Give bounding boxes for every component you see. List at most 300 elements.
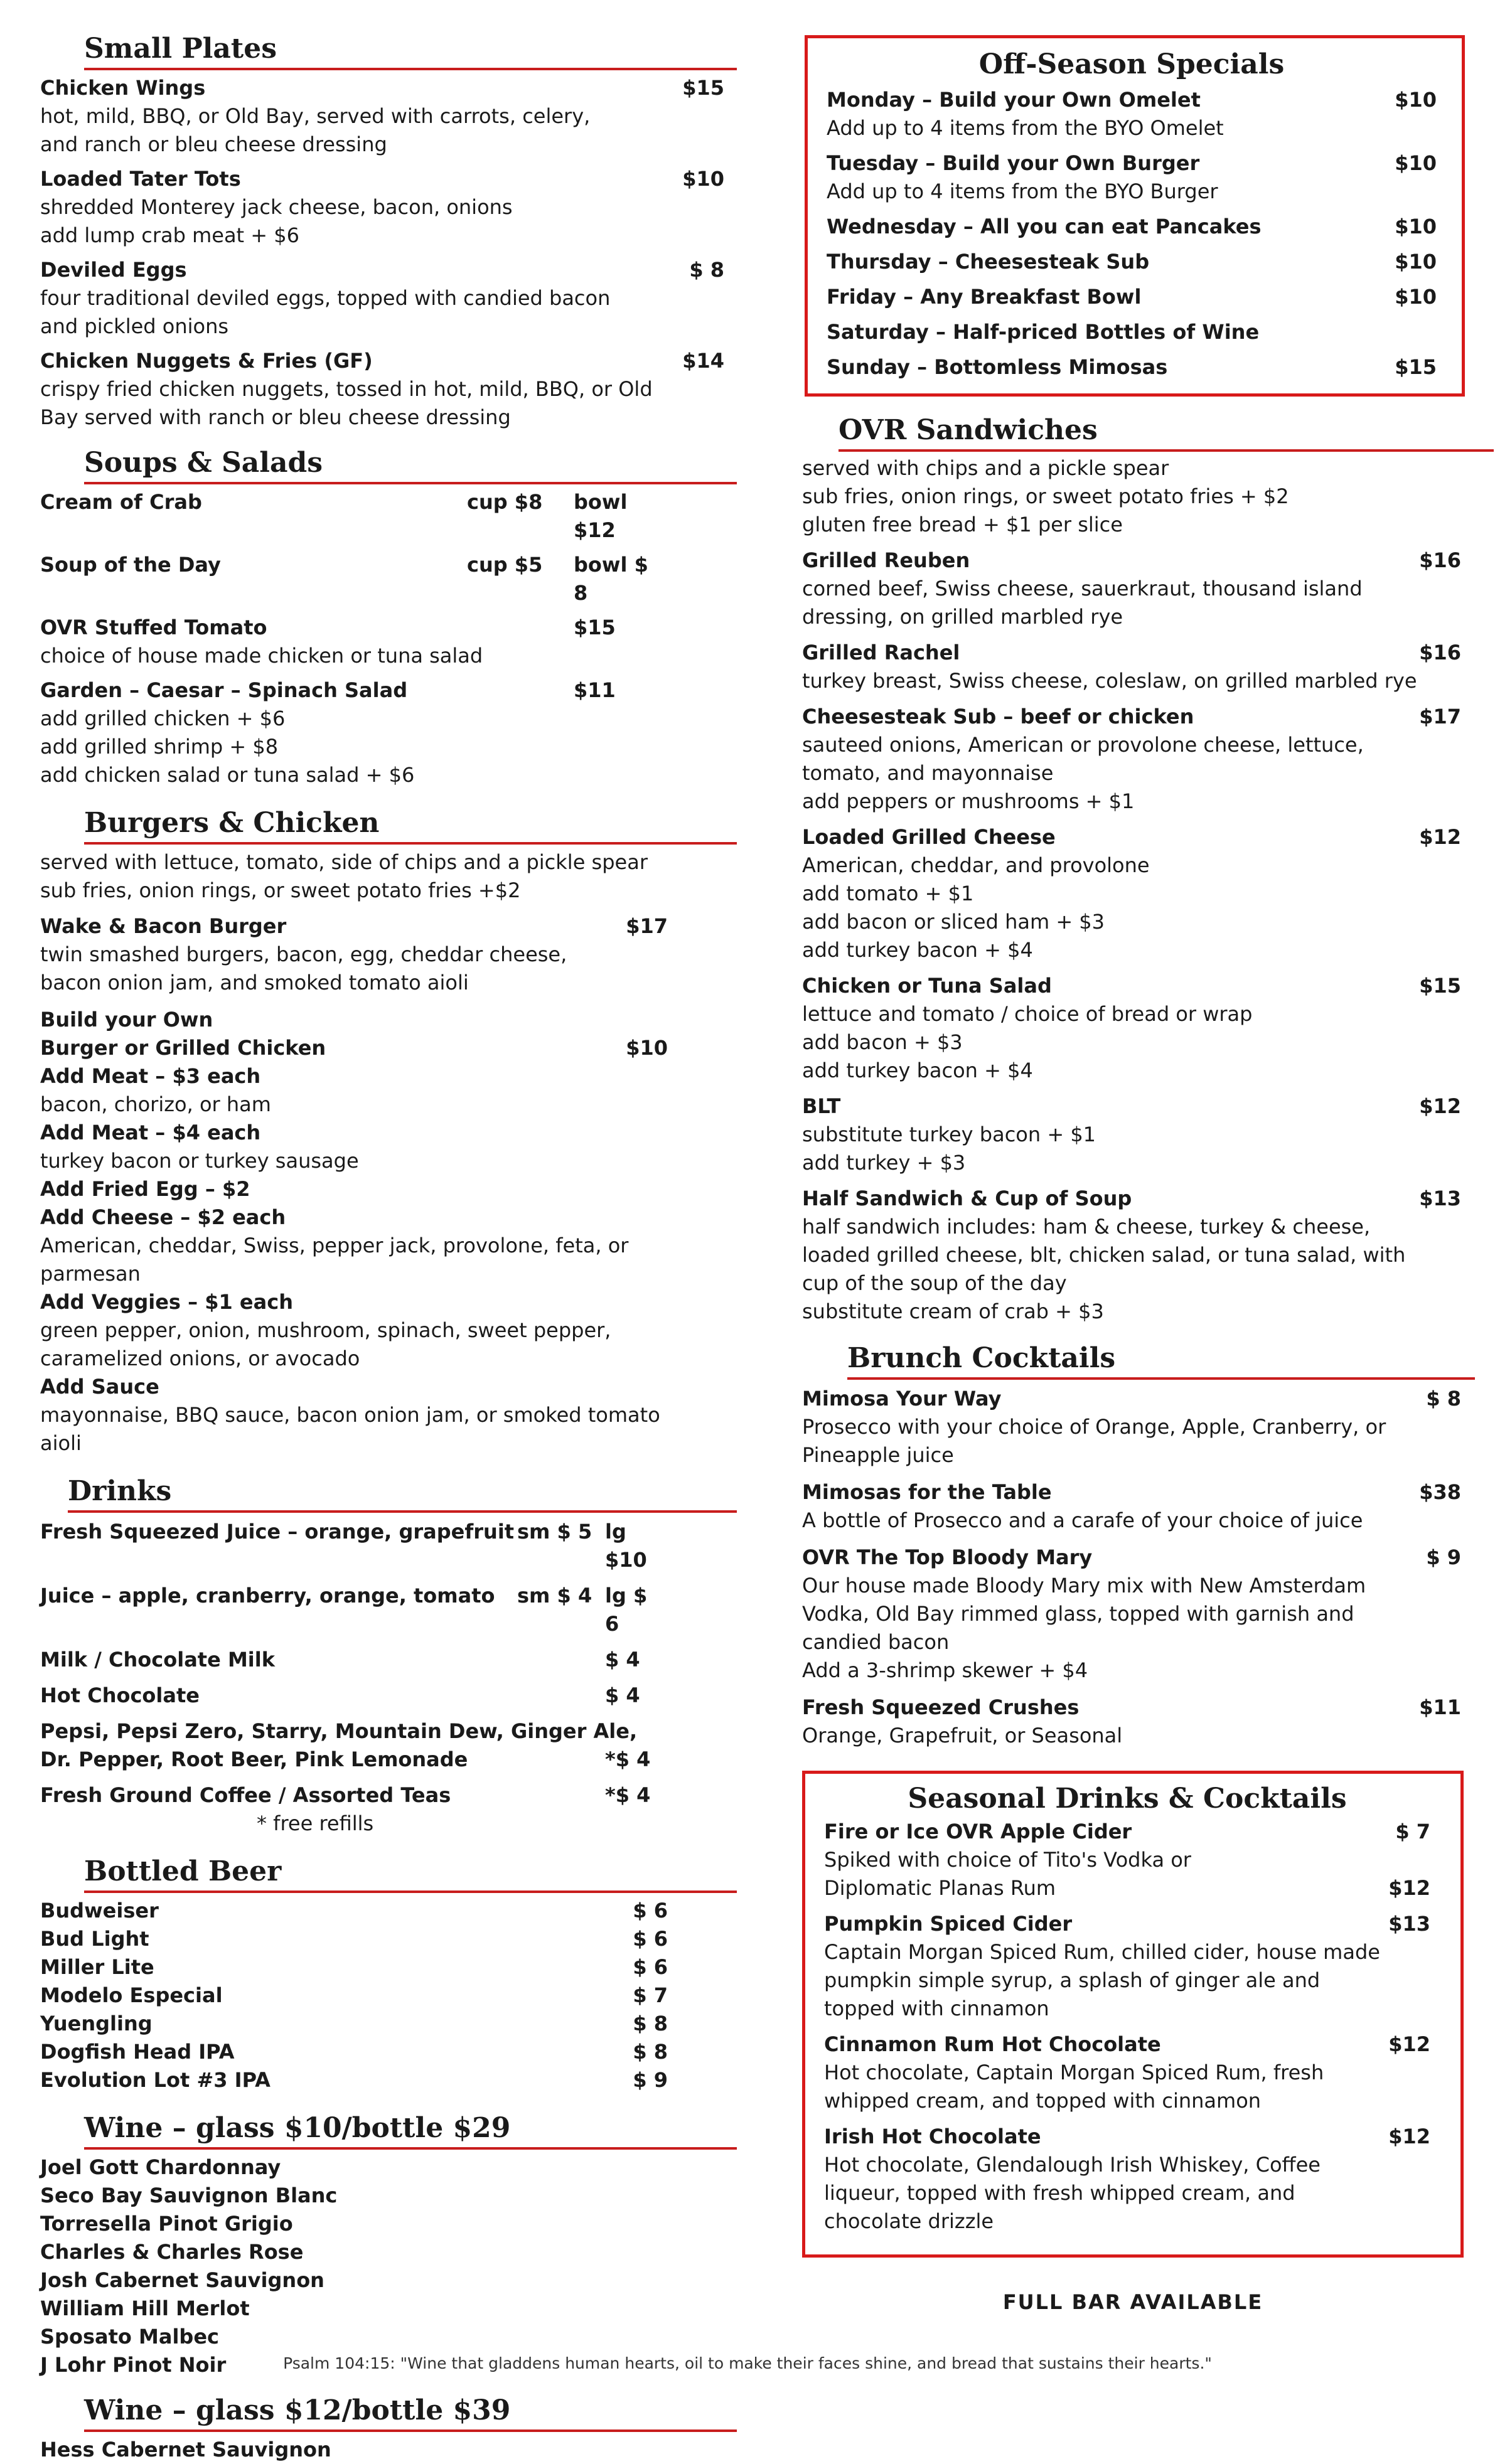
item-description: American, cheddar, and provolone	[802, 853, 1150, 877]
menu-item	[802, 972, 1480, 1085]
brunch-cocktails-section	[802, 1340, 1480, 1750]
wine-twelve-section	[40, 2392, 724, 2464]
item-price: $12	[1419, 1094, 1461, 1118]
menu-item	[824, 1818, 1430, 1902]
item-price: $15	[1419, 974, 1461, 998]
cup-price	[467, 614, 574, 642]
item-description: substitute turkey bacon + $1	[802, 1123, 1096, 1146]
section-heading: Soups & Salads	[84, 444, 737, 484]
item-price: $15	[1395, 355, 1437, 379]
section-heading: Brunch Cocktails	[847, 1340, 1475, 1380]
item-name: Cream of Crab	[40, 490, 202, 514]
item-price: $10	[1395, 88, 1437, 112]
wine-item: Sposato Malbec	[40, 2325, 219, 2349]
item-description: sauteed onions, American or provolone cheese, lettuce,	[802, 733, 1364, 757]
item-name: Loaded Grilled Cheese	[802, 825, 1056, 849]
option-text: green pepper, onion, mushroom, spinach, sweet pepper,	[40, 1318, 611, 1342]
item-list	[824, 1818, 1430, 2236]
item-description: Add up to 4 items from the BYO Burger	[827, 179, 1218, 203]
item-description: pumpkin simple syrup, a splash of ginger ale and	[824, 1968, 1321, 1992]
item-price: $17	[1419, 705, 1461, 728]
item-description: add peppers or mushrooms + $1	[802, 789, 1135, 813]
item-row	[802, 703, 1461, 731]
item-name: Fire or Ice OVR Apple Cider	[824, 1820, 1132, 1843]
wine-item: Josh Cabernet Sauvignon	[40, 2268, 324, 2292]
item-name: Grilled Rachel	[802, 641, 960, 664]
small-price: sm $ 5	[517, 1520, 592, 1544]
item-name: Sunday – Bottomless Mimosas	[827, 355, 1168, 379]
option-text: caramelized onions, or avocado	[40, 1347, 360, 1370]
item-description: Hot chocolate, Glendalough Irish Whiskey, Coffee	[824, 2153, 1321, 2177]
item-name: Cinnamon Rum Hot Chocolate	[824, 2032, 1161, 2056]
item-price: $15	[682, 76, 724, 100]
special-item	[827, 248, 1437, 276]
item-description: chocolate drizzle	[824, 2209, 994, 2233]
refill-note: * free refills	[257, 1811, 374, 1835]
item-description: and ranch or bleu cheese dressing	[40, 132, 387, 156]
item-price: *$ 4	[605, 1783, 651, 1807]
item-description: Bay served with ranch or bleu cheese dressing	[40, 405, 511, 429]
item-price: $11	[1419, 1695, 1461, 1719]
item-list	[40, 848, 724, 1458]
item-row	[40, 2038, 668, 2066]
item-list	[802, 454, 1480, 1326]
item-row	[827, 353, 1437, 381]
item-description: Captain Morgan Spiced Rum, chilled cider, house made	[824, 1940, 1380, 1964]
item-price: $11	[574, 678, 616, 702]
item-name: OVR The Top Bloody Mary	[802, 1545, 1093, 1569]
item-description: candied bacon	[802, 1630, 950, 1654]
item-description: choice of house made chicken or tuna salad	[40, 644, 483, 668]
item-price: $16	[1419, 548, 1461, 572]
item-name: Friday – Any Breakfast Bowl	[827, 285, 1142, 309]
item-price: $38	[1419, 1480, 1461, 1504]
item-name: Burger or Grilled Chicken	[40, 1036, 326, 1060]
item-description: lettuce and tomato / choice of bread or wrap	[802, 1002, 1253, 1026]
option-heading: Add Cheese – $2 each	[40, 1205, 286, 1229]
item-name: Pepsi, Pepsi Zero, Starry, Mountain Dew, Ginger Ale,	[40, 1719, 638, 1743]
item-description: dressing, on grilled marbled rye	[802, 605, 1123, 629]
item-name: Miller Lite	[40, 1955, 154, 1979]
item-description: add bacon or sliced ham + $3	[802, 910, 1105, 934]
item-description: tomato, and mayonnaise	[802, 761, 1054, 785]
item-description: turkey breast, Swiss cheese, coleslaw, on grilled marbled rye	[802, 669, 1417, 693]
item-row	[824, 1818, 1430, 1846]
menu-item	[40, 551, 724, 607]
item-description: four traditional deviled eggs, topped with candied bacon	[40, 286, 611, 310]
section-heading: Burgers & Chicken	[84, 804, 737, 845]
item-list	[40, 1518, 724, 1838]
item-price: $12	[1419, 825, 1461, 849]
item-description: served with lettuce, tomato, side of chips and a pickle spear	[40, 850, 648, 874]
item-price: $ 7	[1395, 1820, 1430, 1843]
section-heading: Small Plates	[84, 30, 737, 70]
item-row	[824, 1874, 1430, 1902]
item-description: Vodka, Old Bay rimmed glass, topped with garnish and	[802, 1602, 1354, 1626]
item-row	[827, 283, 1437, 311]
option-text: turkey bacon or turkey sausage	[40, 1149, 359, 1173]
item-price: $10	[1395, 151, 1437, 175]
item-row	[827, 149, 1437, 178]
item-description: whipped cream, and topped with cinnamon	[824, 2089, 1262, 2113]
item-price: $ 8	[633, 2040, 668, 2064]
item-row	[802, 547, 1461, 575]
item-row	[40, 347, 724, 375]
menu-item	[802, 1478, 1480, 1535]
item-description: add turkey + $3	[802, 1151, 966, 1175]
item-description: loaded grilled cheese, blt, chicken salad, or tuna salad, with	[802, 1243, 1406, 1267]
item-price: bowl $12	[574, 490, 628, 542]
item-description: shredded Monterey jack cheese, bacon, onions	[40, 195, 513, 219]
section-heading: OVR Sandwiches	[839, 412, 1494, 452]
item-row	[40, 676, 668, 705]
item-description: topped with cinnamon	[824, 1997, 1049, 2020]
item-row	[40, 614, 668, 642]
option-text: mayonnaise, BBQ sauce, bacon onion jam, or smoked tomato	[40, 1403, 660, 1427]
item-row	[824, 2123, 1430, 2151]
menu-item	[802, 547, 1480, 631]
item-price: $17	[626, 914, 668, 938]
soups-salads-section	[40, 444, 724, 789]
item-price: $ 6	[633, 1927, 668, 1951]
option-heading: Add Veggies – $1 each	[40, 1290, 293, 1314]
item-row	[40, 1034, 668, 1062]
item-price: $ 8	[633, 2012, 668, 2035]
menu-item	[40, 676, 724, 789]
item-row	[827, 86, 1437, 114]
item-name: Wake & Bacon Burger	[40, 914, 287, 938]
item-name: Soup of the Day	[40, 553, 221, 577]
small-price	[517, 1646, 605, 1674]
option-text: parmesan	[40, 1262, 141, 1286]
item-name: Modelo Especial	[40, 1983, 223, 2007]
wine-item: Charles & Charles Rose	[40, 2240, 304, 2264]
item-name: Hot Chocolate	[40, 1683, 200, 1707]
large-price: $ 4	[605, 1683, 640, 1707]
item-name: Wednesday – All you can eat Pancakes	[827, 215, 1262, 238]
bottled-beer-section	[40, 1853, 724, 2094]
menu-item	[802, 823, 1480, 964]
menu-item	[40, 74, 724, 159]
section-heading: Off-Season Specials	[978, 48, 1285, 80]
item-price: $15	[574, 616, 616, 639]
item-name: Loaded Tater Tots	[40, 167, 241, 191]
item-name: BLT	[802, 1094, 841, 1118]
item-price: $ 9	[633, 2068, 668, 2092]
item-row	[40, 256, 724, 284]
drink-row	[40, 1582, 668, 1638]
menu-item	[802, 1693, 1480, 1750]
item-name: Mimosa Your Way	[802, 1387, 1002, 1411]
item-price: $10	[1395, 285, 1437, 309]
soda-item	[40, 1717, 724, 1774]
burger-intro	[40, 848, 724, 905]
item-description: Prosecco with your choice of Orange, Apple, Cranberry, or	[802, 1415, 1386, 1439]
option-text: aioli	[40, 1431, 82, 1455]
option-heading: Add Sauce	[40, 1375, 159, 1399]
option-heading: Add Meat – $3 each	[40, 1064, 261, 1088]
item-name: Evolution Lot #3 IPA	[40, 2068, 271, 2092]
item-description: sub fries, onion rings, or sweet potato fries + $2	[802, 484, 1289, 508]
item-row	[824, 2030, 1430, 2059]
item-description: add chicken salad or tuna salad + $6	[40, 763, 415, 787]
full-bar-note: FULL BAR AVAILABLE	[1002, 2290, 1263, 2314]
item-name: Build your Own	[40, 1008, 213, 1032]
item-name: Irish Hot Chocolate	[824, 2125, 1041, 2148]
item-name: Bud Light	[40, 1927, 149, 1951]
item-description: Add a 3-shrimp skewer + $4	[802, 1658, 1088, 1682]
menu-item	[802, 703, 1480, 816]
item-price: $14	[682, 349, 724, 373]
special-item	[827, 213, 1437, 241]
item-row	[40, 1981, 668, 2010]
item-description: bacon onion jam, and smoked tomato aioli	[40, 971, 469, 995]
item-description: add bacon + $3	[802, 1030, 963, 1054]
item-row	[802, 1092, 1461, 1121]
item-row	[40, 1953, 668, 1981]
item-name: Chicken Wings	[40, 76, 206, 100]
menu-item	[802, 1544, 1480, 1685]
special-item	[827, 318, 1437, 346]
item-name: Saturday – Half-priced Bottles of Wine	[827, 320, 1260, 344]
item-name: Tuesday – Build your Own Burger	[827, 151, 1200, 175]
section-heading: Drinks	[68, 1473, 737, 1513]
item-name: Grilled Reuben	[802, 548, 970, 572]
item-list	[827, 86, 1437, 381]
item-name: Dr. Pepper, Root Beer, Pink Lemonade	[40, 1747, 468, 1771]
item-description: Hot chocolate, Captain Morgan Spiced Rum, fresh	[824, 2061, 1324, 2084]
item-price: $12	[1388, 2125, 1430, 2148]
item-description: substitute cream of crab + $3	[802, 1299, 1104, 1323]
item-name: Juice – apple, cranberry, orange, tomato	[40, 1584, 495, 1608]
item-name: Garden – Caesar – Spinach Salad	[40, 678, 408, 702]
item-list	[40, 488, 724, 789]
item-row	[802, 1385, 1461, 1413]
item-row	[802, 972, 1461, 1000]
item-description: add lump crab meat + $6	[40, 223, 299, 247]
item-price: $ 6	[633, 1899, 668, 1923]
item-row	[40, 488, 668, 545]
menu-item	[40, 165, 724, 250]
item-description: add turkey bacon + $4	[802, 938, 1033, 962]
large-price: lg $ 6	[605, 1584, 648, 1636]
item-name: Half Sandwich & Cup of Soup	[802, 1187, 1132, 1210]
option-text: bacon, chorizo, or ham	[40, 1092, 271, 1116]
item-description: Diplomatic Planas Rum	[824, 1876, 1056, 1900]
sandwich-intro	[802, 454, 1480, 539]
item-price	[1361, 318, 1437, 346]
wine-item: J Lohr Pinot Noir	[40, 2353, 227, 2377]
item-price: $ 7	[633, 1983, 668, 2007]
small-plates-section	[40, 30, 724, 432]
item-name: Chicken Nuggets & Fries (GF)	[40, 349, 373, 373]
menu-item	[40, 347, 724, 432]
item-row	[40, 1925, 668, 1953]
special-item	[827, 283, 1437, 311]
item-row	[827, 318, 1437, 346]
cup-price: cup $8	[467, 490, 543, 514]
wine-item: Torresella Pinot Grigio	[40, 2212, 293, 2236]
item-price: $13	[1419, 1187, 1461, 1210]
menu-item	[824, 2123, 1430, 2236]
small-price: sm $ 4	[517, 1584, 592, 1608]
item-description: add grilled chicken + $6	[40, 707, 286, 730]
item-name: Fresh Squeezed Crushes	[802, 1695, 1080, 1719]
item-price: bowl $ 8	[574, 553, 648, 605]
menu-item	[824, 1910, 1430, 2023]
item-row	[40, 2010, 668, 2038]
sandwiches-section	[802, 412, 1480, 1326]
item-name: Mimosas for the Table	[802, 1480, 1052, 1504]
menu-item	[802, 639, 1480, 695]
item-price: $10	[1395, 250, 1437, 274]
drink-row	[40, 1646, 668, 1674]
item-description: Our house made Bloody Mary mix with New Amsterdam	[802, 1574, 1366, 1597]
item-row	[40, 165, 724, 193]
wine-ten-section	[40, 2109, 724, 2379]
wine-item: Seco Bay Sauvignon Blanc	[40, 2184, 338, 2207]
item-row	[40, 551, 668, 607]
item-row	[802, 1185, 1461, 1213]
item-name: Budweiser	[40, 1899, 159, 1923]
option-text: American, cheddar, Swiss, pepper jack, provolone, feta, or	[40, 1234, 629, 1257]
item-row	[40, 1897, 668, 1925]
item-price: *$ 4	[605, 1747, 651, 1771]
item-description: Orange, Grapefruit, or Seasonal	[802, 1724, 1123, 1747]
wine-item: William Hill Merlot	[40, 2296, 250, 2320]
item-name: Chicken or Tuna Salad	[802, 974, 1052, 998]
item-list	[40, 2153, 724, 2379]
menu-item	[824, 2030, 1430, 2115]
item-description: served with chips and a pickle spear	[802, 456, 1169, 480]
section-heading: Seasonal Drinks & Cocktails	[908, 1783, 1347, 1815]
item-price: $ 8	[1426, 1387, 1461, 1411]
special-item	[827, 86, 1437, 142]
item-description: add tomato + $1	[802, 882, 974, 905]
seasonal-drinks-box	[802, 1771, 1464, 2258]
item-list	[40, 1897, 724, 2094]
item-name: Fresh Ground Coffee / Assorted Teas	[40, 1783, 451, 1807]
item-price: $ 9	[1426, 1545, 1461, 1569]
wine-item: Hess Cabernet Sauvignon	[40, 2438, 331, 2461]
item-description: cup of the soup of the day	[802, 1271, 1067, 1295]
item-row	[802, 1478, 1461, 1507]
item-description: Add up to 4 items from the BYO Omelet	[827, 116, 1224, 140]
item-row	[40, 74, 724, 102]
psalm-footer: Psalm 104:15: "Wine that gladdens human hearts, oil to make their faces shine, and bread that sustains their hearts."	[283, 2354, 1212, 2372]
item-description: crispy fried chicken nuggets, tossed in hot, mild, BBQ, or Old	[40, 377, 653, 401]
cup-price: cup $5	[467, 553, 543, 577]
item-row	[40, 912, 668, 941]
item-description: Spiked with choice of Tito's Vodka or	[824, 1848, 1191, 1872]
drinks-section	[40, 1473, 724, 1838]
item-price: $13	[1388, 1912, 1430, 1936]
item-name: Cheesesteak Sub – beef or chicken	[802, 705, 1194, 728]
item-name: Monday – Build your Own Omelet	[827, 88, 1201, 112]
cup-price	[467, 676, 574, 705]
item-name: Deviled Eggs	[40, 258, 187, 282]
burgers-section	[40, 804, 724, 1458]
wine-item: Joel Gott Chardonnay	[40, 2155, 281, 2179]
menu-item	[40, 488, 724, 545]
item-name: Thursday – Cheesesteak Sub	[827, 250, 1150, 274]
off-season-specials-box	[805, 35, 1465, 397]
item-price: $ 6	[633, 1955, 668, 1979]
special-item	[827, 353, 1437, 381]
item-price: $10	[1395, 215, 1437, 238]
section-heading: Bottled Beer	[84, 1853, 737, 1893]
item-name: Pumpkin Spiced Cider	[824, 1912, 1073, 1936]
item-description: half sandwich includes: ham & cheese, turkey & cheese,	[802, 1215, 1371, 1239]
drink-row	[40, 1518, 668, 1574]
large-price: lg $10	[605, 1520, 647, 1572]
section-heading: Wine – glass $12/bottle $39	[84, 2392, 737, 2432]
item-description: add turkey bacon + $4	[802, 1059, 1033, 1082]
item-row	[802, 1693, 1461, 1722]
item-list	[40, 74, 724, 432]
item-description: sub fries, onion rings, or sweet potato fries +$2	[40, 878, 521, 902]
item-row	[802, 1544, 1461, 1572]
menu-item	[40, 614, 724, 670]
option-heading: Add Meat – $4 each	[40, 1121, 261, 1144]
item-price: $16	[1419, 641, 1461, 664]
drink-row	[40, 1682, 668, 1710]
item-description: Pineapple juice	[802, 1443, 954, 1467]
item-description: corned beef, Swiss cheese, sauerkraut, thousand island	[802, 577, 1363, 600]
item-description: gluten free bread + $1 per slice	[802, 513, 1123, 536]
item-name: Milk / Chocolate Milk	[40, 1648, 275, 1672]
right-column	[802, 412, 1480, 1759]
section-heading: Wine – glass $10/bottle $29	[84, 2109, 737, 2150]
item-list	[40, 2436, 724, 2464]
option-heading: Add Fried Egg – $2	[40, 1177, 250, 1201]
left-column	[40, 30, 724, 2464]
item-row	[824, 1910, 1430, 1938]
menu-item	[40, 912, 724, 997]
item-price: $ 8	[689, 258, 724, 282]
item-price: $12	[1388, 1876, 1430, 1900]
item-row	[827, 248, 1437, 276]
small-price	[517, 1682, 605, 1710]
item-description: A bottle of Prosecco and a carafe of your choice of juice	[802, 1508, 1363, 1532]
build-your-own	[40, 1006, 724, 1458]
item-description: liqueur, topped with fresh whipped cream, and	[824, 2181, 1295, 2205]
menu-item	[802, 1385, 1480, 1469]
item-row	[40, 1746, 668, 1774]
item-row	[40, 1781, 668, 1810]
item-description: and pickled onions	[40, 314, 229, 338]
item-price: $10	[626, 1036, 668, 1060]
menu-item	[40, 256, 724, 341]
item-name: Fresh Squeezed Juice – orange, grapefruit	[40, 1520, 515, 1544]
item-row	[802, 823, 1461, 851]
special-item	[827, 149, 1437, 206]
item-list	[802, 1385, 1480, 1750]
menu-item	[802, 1185, 1480, 1326]
item-description: twin smashed burgers, bacon, egg, cheddar cheese,	[40, 942, 567, 966]
item-row	[827, 213, 1437, 241]
item-description: add grilled shrimp + $8	[40, 735, 279, 759]
item-name: OVR Stuffed Tomato	[40, 616, 267, 639]
item-price: $10	[682, 167, 724, 191]
large-price: $ 4	[605, 1648, 640, 1672]
item-row	[802, 639, 1461, 667]
item-row	[40, 2066, 668, 2094]
item-price: $12	[1388, 2032, 1430, 2056]
menu-item	[802, 1092, 1480, 1177]
item-name: Yuengling	[40, 2012, 153, 2035]
item-description: hot, mild, BBQ, or Old Bay, served with carrots, celery,	[40, 104, 591, 128]
